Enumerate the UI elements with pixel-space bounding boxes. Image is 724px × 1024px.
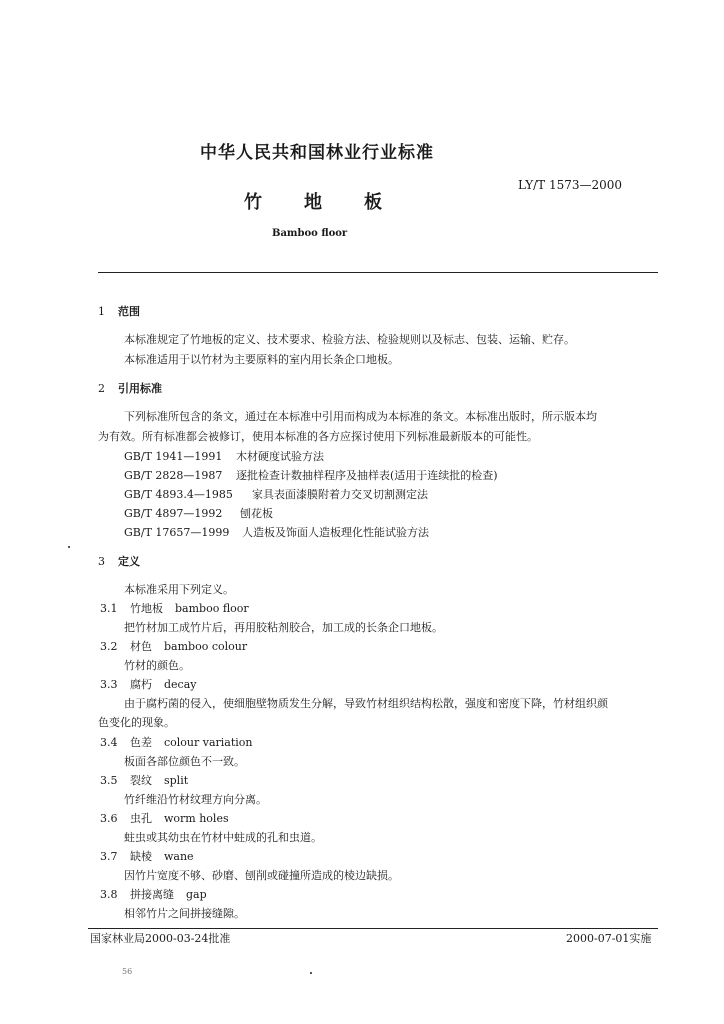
definition-number: 3.2 xyxy=(100,640,118,653)
definition-term-line xyxy=(100,848,194,864)
section-number: 2 xyxy=(98,382,105,395)
reference-item xyxy=(124,505,273,521)
definition-term: 裂纹 xyxy=(130,774,152,787)
definition-term: 材色 xyxy=(130,640,152,653)
definition-text: 竹材的颜色。 xyxy=(124,659,190,672)
reference-code: GB/T 4897—1992 xyxy=(124,507,223,520)
section-3-heading xyxy=(98,553,140,569)
definition-term-line xyxy=(100,772,188,788)
reference-code: GB/T 17657—1999 xyxy=(124,526,230,539)
english-title: Bamboo floor xyxy=(272,228,348,239)
definition-text: 由于腐朽菌的侵入，使细胞壁物质发生分解，导致竹材组织结构松散，强度和密度下降，竹材组织颜 xyxy=(124,697,608,710)
section-title: 范围 xyxy=(118,305,140,318)
title-char: 竹 xyxy=(244,192,262,213)
scan-speck xyxy=(310,972,312,974)
definition-text: 色变化的现象。 xyxy=(98,716,175,729)
issuing-body-title: 中华人民共和国林业行业标准 xyxy=(200,143,434,163)
definition-number: 3.5 xyxy=(100,774,118,787)
definition-number: 3.6 xyxy=(100,812,118,825)
reference-code: GB/T 1941—1991 xyxy=(124,450,223,463)
reference-item xyxy=(124,524,429,540)
definition-term: 拼接离缝 xyxy=(130,888,174,901)
definition-term-line xyxy=(100,676,196,692)
definition-term-line xyxy=(100,810,229,826)
implementation-date: 2000-07-01实施 xyxy=(566,932,652,945)
standard-number: LY/T 1573—2000 xyxy=(518,178,623,192)
footer-divider xyxy=(88,928,658,929)
header-divider xyxy=(98,272,658,273)
reference-item xyxy=(124,486,428,502)
reference-code: GB/T 4893.4—1985 xyxy=(124,488,233,501)
definition-term: 竹地板 xyxy=(130,602,163,615)
definition-number: 3.8 xyxy=(100,888,118,901)
approval-date: 国家林业局2000-03-24批准 xyxy=(90,932,231,945)
definition-term-en: bamboo floor xyxy=(175,602,249,615)
title-char: 板 xyxy=(364,192,382,213)
reference-item xyxy=(124,448,324,464)
definition-term: 虫孔 xyxy=(130,812,152,825)
definition-term-line xyxy=(100,734,253,750)
section-2-paragraph: 为有效。所有标准都会被修订，使用本标准的各方应探讨使用下列标准最新版本的可能性。 xyxy=(98,430,538,443)
definition-term-en: bamboo colour xyxy=(164,640,248,653)
definition-term-en: gap xyxy=(186,888,207,901)
reference-name: 人造板及饰面人造板理化性能试验方法 xyxy=(242,526,429,539)
definition-term-en: decay xyxy=(164,678,197,691)
section-1-heading xyxy=(98,303,140,319)
section-1-paragraph: 本标准规定了竹地板的定义、技术要求、检验方法、检验规则以及标志、包装、运输、贮存。 xyxy=(124,333,575,346)
section-2-heading xyxy=(98,380,162,396)
definition-term-en: worm holes xyxy=(164,812,229,825)
definition-text: 相邻竹片之间拼接缝隙。 xyxy=(124,907,245,920)
definition-text: 竹纤维沿竹材纹理方向分离。 xyxy=(124,793,267,806)
section-3-intro: 本标准采用下列定义。 xyxy=(124,583,234,596)
definition-term-en: colour variation xyxy=(164,736,253,749)
title-char: 地 xyxy=(304,192,322,213)
reference-name: 家具表面漆膜附着力交叉切割测定法 xyxy=(252,488,428,501)
document-title xyxy=(244,188,424,214)
definition-term-en: wane xyxy=(164,850,194,863)
definition-text: 把竹材加工成竹片后，再用胶粘剂胶合，加工成的长条企口地板。 xyxy=(124,621,443,634)
definition-term: 色差 xyxy=(130,736,152,749)
section-1-paragraph: 本标准适用于以竹材为主要原料的室内用长条企口地板。 xyxy=(124,353,399,366)
reference-name: 逐批检查计数抽样程序及抽样表(适用于连续批的检查) xyxy=(236,469,498,482)
reference-code: GB/T 2828—1987 xyxy=(124,469,223,482)
definition-term-line xyxy=(100,638,247,654)
section-number: 3 xyxy=(98,555,105,568)
section-2-paragraph: 下列标准所包含的条文，通过在本标准中引用而构成为本标准的条文。本标准出版时，所示版本均 xyxy=(124,410,597,423)
definition-number: 3.3 xyxy=(100,678,118,691)
definition-term: 腐朽 xyxy=(130,678,152,691)
scan-speck xyxy=(68,546,70,548)
section-number: 1 xyxy=(98,305,105,318)
definition-term: 缺棱 xyxy=(130,850,152,863)
definition-number: 3.1 xyxy=(100,602,118,615)
definition-term-line xyxy=(100,886,207,902)
definition-number: 3.4 xyxy=(100,736,118,749)
section-title: 引用标准 xyxy=(118,382,162,395)
definition-text: 板面各部位颜色不一致。 xyxy=(124,755,245,768)
reference-item xyxy=(124,467,498,483)
definition-text: 因竹片宽度不够、砂磨、刨削或碰撞所造成的棱边缺损。 xyxy=(124,869,399,882)
definition-term-en: split xyxy=(164,774,189,787)
reference-name: 刨花板 xyxy=(240,507,273,520)
definition-text: 蛀虫或其幼虫在竹材中蛀成的孔和虫道。 xyxy=(124,831,322,844)
definition-number: 3.7 xyxy=(100,850,118,863)
reference-name: 木材硬度试验方法 xyxy=(236,450,324,463)
definition-term-line xyxy=(100,600,249,616)
page-number: 56 xyxy=(122,967,133,976)
section-title: 定义 xyxy=(118,555,140,568)
